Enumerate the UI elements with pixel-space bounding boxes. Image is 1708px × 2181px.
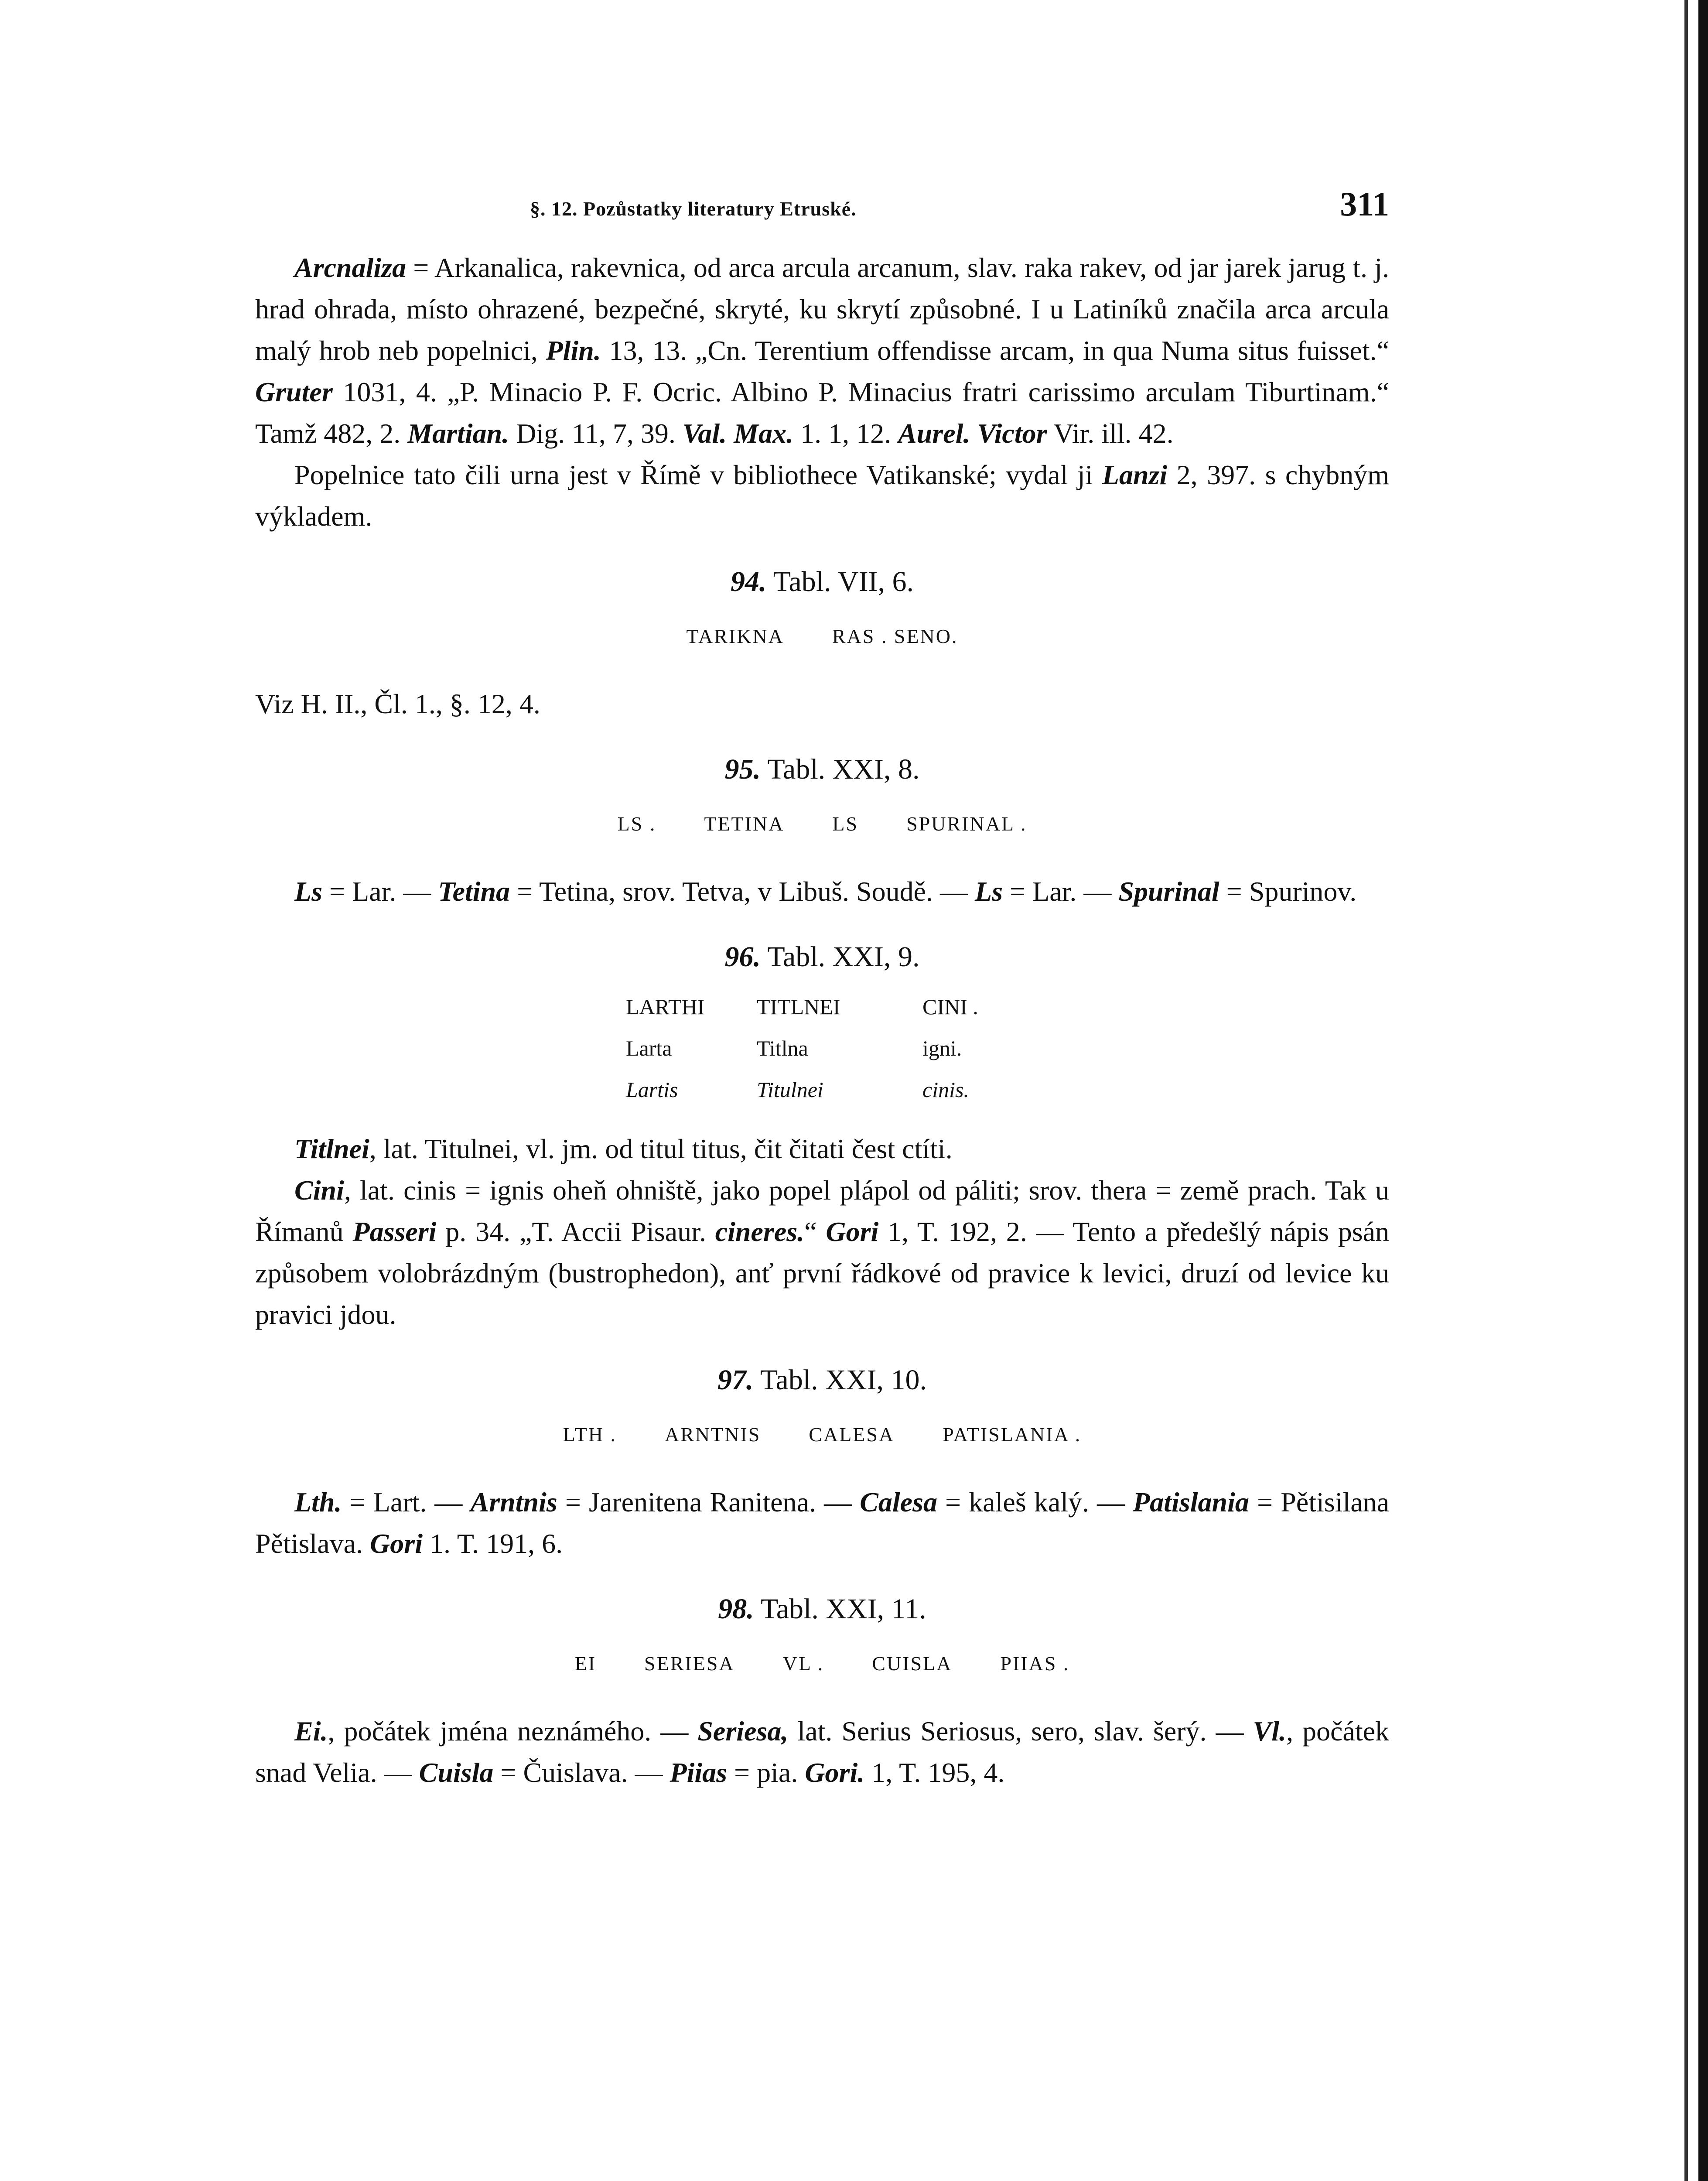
inscription-97: LTH . ARNTNIS CALESA PATISLANIA .	[563, 1423, 1082, 1446]
page-header	[255, 183, 1389, 229]
section-heading-94: 94. Tabl. VII, 6.	[730, 566, 914, 598]
running-title: §. 12. Pozůstatky literatury Etruské.	[530, 198, 857, 220]
translation-row: Larta Titlna igni.	[626, 1036, 962, 1060]
paragraph-94: Viz H. II., Čl. 1., §. 12, 4.	[255, 688, 540, 719]
inscription-96-table	[626, 986, 1018, 1111]
page-edge-inner	[1684, 0, 1688, 2181]
inscription-94: TARIKNA RAS . SENO.	[686, 625, 958, 647]
page-edge	[1698, 0, 1708, 2181]
paragraph-arcnaliza: Arcnaliza = Arkanalica, rakevnica, od arca arcula arcanum, slav. raka rakev, od jar jarek jarug t. j. hrad ohrada, místo ohrazené, bezpečné, skryté, ku skrytí způsobné. I u Latiníků značila arca arcula malý hrob neb popelnici, Plin. 13, 13. „Cn. Terentium offendisse arcam, in qua Numa situs fuisset.“ Gruter 1031, 4. „P. Minacio P. F. Ocric. Albino P. Minacius fratri carissimo arculam Tiburtinam.“ Tamž 482, 2. Martian. Dig. 11, 7, 39. Val. Max. 1. 1, 12. Aurel. Victor Vir. ill. 42.	[255, 252, 1390, 449]
inscription-95: LS . TETINA LS SPURINAL .	[617, 813, 1027, 835]
page-body	[255, 183, 1389, 1793]
section-heading-95: 95. Tabl. XXI, 8.	[724, 753, 920, 785]
section-heading-96: 96. Tabl. XXI, 9.	[724, 941, 920, 973]
section-heading-97: 97. Tabl. XXI, 10.	[717, 1364, 927, 1396]
page-number: 311	[1340, 185, 1389, 223]
paragraph-popelnice: Popelnice tato čili urna jest v Římě v bibliothece Vatikanské; vydal ji Lanzi 2, 397. s chybným výkladem.	[255, 459, 1390, 532]
paragraph-96-cini: Cini, lat. cinis = ignis oheň ohniště, jako popel plápol od páliti; srov. thera = země prach. Tak u Římanů Passeri p. 34. „T. Accii Pisaur. cineres.“ Gori 1, T. 192, 2. — Tento a předešlý nápis psán způsobem volobrázdným (bustrophedon), anť první řádkové od pravice k levici, druzí od levice ku pravici jdou.	[255, 1175, 1390, 1330]
inscription-row: LARTHI TITLNEI CINI .	[626, 995, 978, 1019]
inscription-98: EI SERIESA VL . CUISLA PIIAS .	[574, 1652, 1070, 1675]
paragraph-95: Ls = Lar. — Tetina = Tetina, srov. Tetva, v Libuš. Soudě. — Ls = Lar. — Spurinal = Spurinov.	[294, 876, 1357, 907]
section-heading-98: 98. Tabl. XXI, 11.	[718, 1593, 926, 1625]
paragraph-96-titlnei: Titlnei, lat. Titulnei, vl. jm. od titul titus, čit čitati čest ctíti.	[294, 1133, 953, 1164]
paragraph-98: Ei., počátek jména neznámého. — Seriesa, lat. Serius Seriosus, sero, slav. šerý. — Vl., počátek snad Velia. — Cuisla = Čuislava. — Piias = pia. Gori. 1, T. 195, 4.	[255, 1716, 1389, 1788]
paragraph-97: Lth. = Lart. — Arntnis = Jarenitena Ranitena. — Calesa = kaleš kalý. — Patislania = Pětisilana Pětislava. Gori 1. T. 191, 6.	[255, 1487, 1390, 1559]
latin-row: Lartis Titulnei cinis.	[626, 1077, 969, 1102]
